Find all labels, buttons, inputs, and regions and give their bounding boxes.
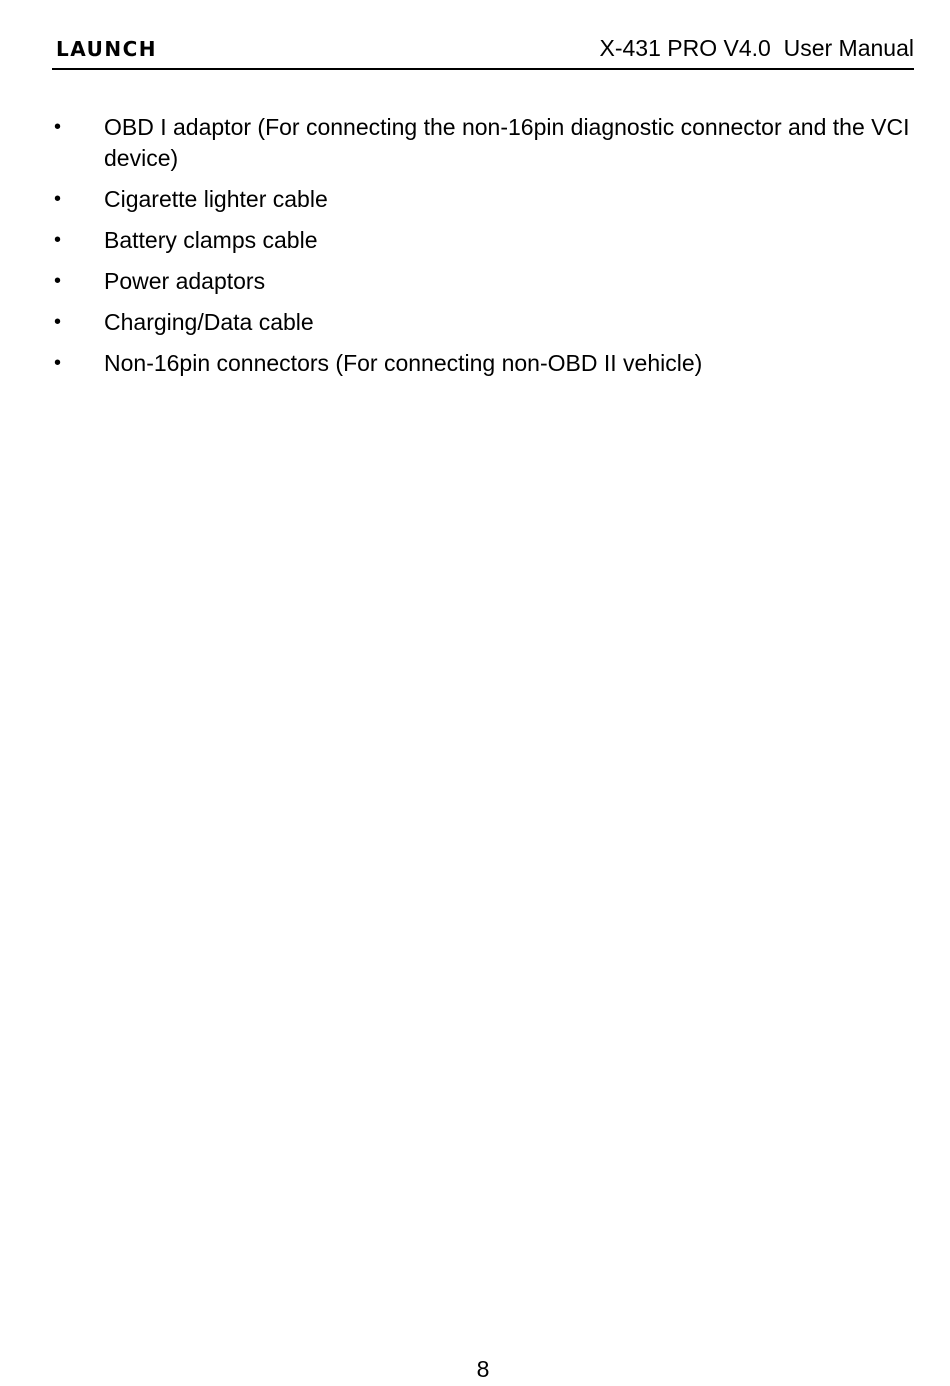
list-item — [52, 225, 914, 256]
list-item-text: Cigarette lighter cable — [104, 186, 328, 212]
bullet-icon: • — [54, 270, 62, 292]
document-title: X-431 PRO V4.0 User Manual — [599, 35, 914, 61]
bullet-icon: • — [54, 229, 62, 251]
bullet-icon: • — [54, 311, 62, 333]
list-item-text: Battery clamps cable — [104, 227, 318, 253]
accessory-list — [52, 112, 914, 389]
list-item-text: Charging/Data cable — [104, 309, 314, 335]
list-item-text: Power adaptors — [104, 268, 266, 294]
list-item — [52, 112, 914, 174]
bullet-icon: • — [54, 188, 62, 210]
list-item-text: OBD I adaptor (For connecting the non-16pin diagnostic connector and the VCI device) — [104, 114, 910, 171]
brand-logo-text: LAUNCH — [56, 37, 158, 61]
list-item-text: Non-16pin connectors (For connecting non-OBD II vehicle) — [104, 350, 703, 376]
list-item — [52, 348, 914, 379]
bullet-icon: • — [54, 116, 62, 138]
bullet-icon: • — [54, 352, 62, 374]
list-item — [52, 184, 914, 215]
page-number: 8 — [476, 1356, 490, 1382]
list-item — [52, 266, 914, 297]
page-header — [52, 34, 914, 70]
list-item — [52, 307, 914, 338]
